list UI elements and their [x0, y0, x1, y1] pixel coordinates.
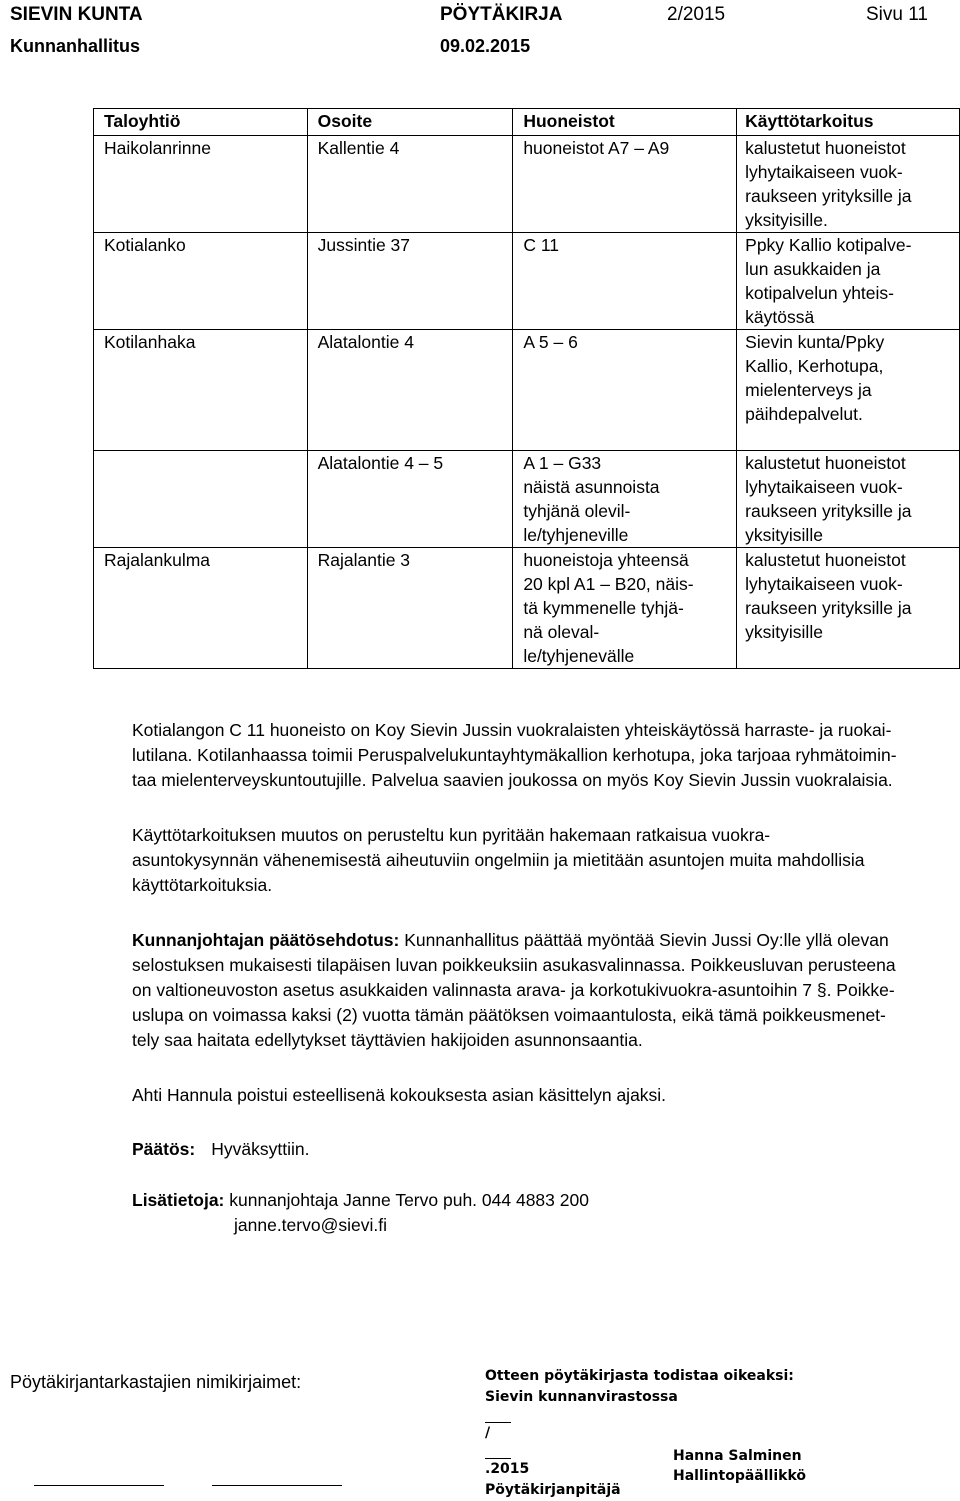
cell-line: A 5 – 6 [523, 332, 578, 352]
body-name: Kunnanhallitus [10, 36, 140, 56]
cell-line: mielenterveys ja [745, 380, 872, 400]
text-line: Kotialangon C 11 huoneisto on Koy Sievin Jussin vuokralaisten yhteiskäytössä harraste- ja ruokai- [132, 720, 892, 740]
cell-line: käytössä [745, 307, 815, 327]
table-row [94, 233, 960, 330]
table-cell [737, 233, 960, 330]
cell-line: päihdepalvelut. [745, 404, 863, 424]
info-text: kunnanjohtaja Janne Tervo puh. 044 4883 200 [224, 1190, 589, 1210]
contact-email: janne.tervo@sievi.fi [234, 1215, 387, 1235]
paragraph-proposal [132, 928, 952, 1053]
text-line: selostuksen mukaisesti tilapäisen luvan poikkeuksiin asukasvalinnassa. Poikkeusluvan perusteena [132, 955, 896, 975]
initials-label: Pöytäkirjantarkastajien nimikirjaimet: [10, 1372, 302, 1392]
cell-line: Rajalantie 3 [317, 550, 411, 570]
table-cell [737, 136, 960, 233]
page-footer [0, 1352, 960, 1498]
table-row [94, 548, 960, 669]
initials-line [212, 1485, 342, 1486]
table-cell [513, 330, 737, 451]
cell-line: yksityisille [745, 622, 823, 642]
cell-line: C 11 [523, 235, 559, 255]
cell-line: Kotialanko [104, 235, 186, 255]
cell-line: yksityisille. [745, 210, 828, 230]
table-cell [737, 548, 960, 669]
proposal-text: Kunnanhallitus päättää myöntää Sievin Jussi Oy:lle yllä olevan [399, 930, 889, 950]
table-cell [737, 451, 960, 548]
doc-number: 2/2015 [667, 4, 726, 25]
table-row [94, 451, 960, 548]
cell-line: raukseen yrityksille ja [745, 501, 912, 521]
cell-line: Rajalankulma [104, 550, 211, 570]
cert-line: Pöytäkirjanpitäjä [485, 1482, 621, 1498]
doc-type: PÖYTÄKIRJA [440, 4, 563, 25]
cell-line: näistä asunnoista [523, 477, 660, 497]
text-line: tely saa haitata edellytykset täyttävien hakijoiden asunnonsaantia. [132, 1030, 643, 1050]
cert-line: Otteen pöytäkirjasta todistaa oikeaksi: [485, 1368, 794, 1384]
date-separator: / [485, 1425, 491, 1441]
text-line: taa mielenterveyskuntoutujille. Palvelua saavien joukossa on myös Koy Sievin Jussin vuokralaisia. [132, 770, 893, 790]
month-blank [485, 1444, 511, 1459]
text-line: on valtioneuvoston asetus asukkaiden valinnasta arava- ja korkotukivuokra-asuntoihin 7 §. Poikke- [132, 980, 895, 1000]
cell-line: lun asukkaiden ja [745, 259, 881, 279]
table-cell [307, 136, 513, 233]
table-body [94, 136, 960, 669]
decision-text: Hyväksyttiin. [211, 1139, 310, 1159]
paragraph-justification [132, 823, 952, 898]
column-header: Käyttötarkoitus [737, 109, 960, 136]
table-cell [94, 548, 308, 669]
page-number: Sivu 11 [866, 4, 928, 25]
table-cell [513, 136, 737, 233]
text-line: asuntokysynnän vähenemisestä aiheutuviin ongelmiin ja mietitään asuntojen muita mahdollisia [132, 850, 865, 870]
cell-line: tä kymmenelle tyhjä- [523, 598, 684, 618]
text-line [132, 928, 952, 953]
table-cell [94, 233, 308, 330]
cell-line: Sievin kunta/Ppky [745, 332, 885, 352]
cell-line: huoneistot A7 – A9 [523, 138, 670, 158]
table-cell [513, 233, 737, 330]
table-cell [94, 330, 308, 451]
cell-line: le/tyhjeneville [523, 525, 629, 545]
table-cell [737, 330, 960, 451]
initials-line [34, 1485, 164, 1486]
table-cell [94, 451, 308, 548]
cell-line: Alatalontie 4 [317, 332, 414, 352]
cell-line: kotipalvelun yhteis- [745, 283, 894, 303]
info-label: Lisätietoja: [132, 1190, 225, 1210]
cell-line: Jussintie 37 [317, 235, 411, 255]
recusal-text: Ahti Hannula poistui esteellisenä kokouksesta asian käsittelyn ajaksi. [132, 1085, 667, 1105]
column-header: Osoite [307, 109, 513, 136]
cell-line: lyhytaikaiseen vuok- [745, 162, 903, 182]
cell-line: nä oleval- [523, 622, 600, 642]
page-header [0, 4, 960, 64]
year-suffix: .2015 [485, 1461, 530, 1477]
cell-line: yksityisille [745, 525, 823, 545]
decision [132, 1137, 952, 1162]
cell-line: raukseen yrityksille ja [745, 186, 912, 206]
cell-line: kalustetut huoneistot [745, 550, 906, 570]
paragraph-usage [132, 718, 952, 793]
day-blank [485, 1408, 511, 1423]
text-line: lutilana. Kotilanhaassa toimii Peruspalvelukuntayhtymäkallion kerhotupa, joka tarjoaa ryhmätoimin- [132, 745, 897, 765]
cell-line [745, 426, 959, 450]
cell-line: lyhytaikaiseen vuok- [745, 477, 903, 497]
proposal-label: Kunnanjohtajan päätösehdotus: [132, 930, 400, 950]
org-name: SIEVIN KUNTA [10, 4, 143, 25]
cell-line: kalustetut huoneistot [745, 138, 906, 158]
paragraph-recusal [132, 1083, 952, 1108]
signer-block [673, 1446, 806, 1486]
cell-line: Alatalontie 4 – 5 [317, 453, 444, 473]
text-line: käyttötarkoituksia. [132, 875, 273, 895]
meeting-date: 09.02.2015 [440, 36, 531, 56]
cell-line: le/tyhjenevälle [523, 646, 635, 666]
cert-place: Sievin kunnanvirastossa [485, 1389, 678, 1405]
cell-line: Kallio, Kerhotupa, [745, 356, 884, 376]
more-info [132, 1188, 952, 1238]
signer-name: Hanna Salminen [673, 1448, 802, 1464]
text-line: Käyttötarkoituksen muutos on perusteltu kun pyritään hakemaan ratkaisua vuokra- [132, 825, 771, 845]
table-cell [307, 233, 513, 330]
decision-label: Päätös: [132, 1139, 196, 1159]
cell-line: raukseen yrityksille ja [745, 598, 912, 618]
cell-line: tyhjänä olevil- [523, 501, 631, 521]
table-cell [513, 451, 737, 548]
cell-line: Haikolanrinne [104, 138, 212, 158]
cell-line: Ppky Kallio kotipalve- [745, 235, 912, 255]
table-cell [307, 451, 513, 548]
table-header-row [94, 109, 960, 136]
cell-line: kalustetut huoneistot [745, 453, 906, 473]
property-table [93, 108, 960, 669]
signer-title: Hallintopäällikkö [673, 1468, 807, 1484]
column-header: Taloyhtiö [94, 109, 308, 136]
cell-line: Kotilanhaka [104, 332, 196, 352]
text-line: uslupa on voimassa kaksi (2) vuotta tämän päätöksen voimaantulosta, eikä tämä poikkeusmenet- [132, 1005, 886, 1025]
cell-line: A 1 – G33 [523, 453, 602, 473]
table-cell [307, 330, 513, 451]
column-header: Huoneistot [513, 109, 737, 136]
cell-line: Kallentie 4 [317, 138, 400, 158]
table-cell [94, 136, 308, 233]
cell-line: 20 kpl A1 – B20, näis- [523, 574, 694, 594]
cell-line: huoneistoja yhteensä [523, 550, 689, 570]
table-row [94, 136, 960, 233]
table-row [94, 330, 960, 451]
cell-line [104, 451, 307, 475]
cell-line: lyhytaikaiseen vuok- [745, 574, 903, 594]
table-cell [307, 548, 513, 669]
table-cell [513, 548, 737, 669]
